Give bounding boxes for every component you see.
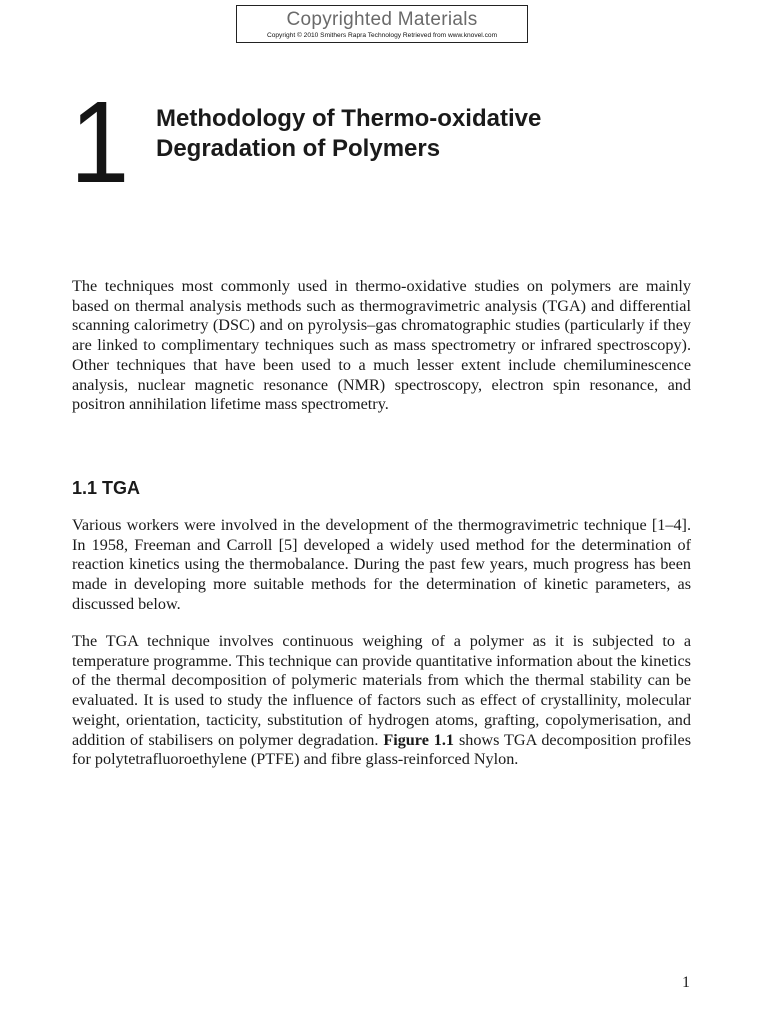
chapter-title: Methodology of Thermo-oxidative Degradation of Polymers: [156, 105, 542, 162]
watermark-title: Copyrighted Materials: [286, 9, 478, 30]
paragraph-2-text-before: The TGA technique involves continuous weighing of a polymer as it is subjected to a temperature programme. This technique can provide quantitative information about the kinetics of the thermal decomposition of polymeric materials from which the thermal stability can be evaluated. It is used to study the influence of factors such as effect of crystallinity, molecular weight, orientation, tacticity, substitution of hydrogen atoms, grafting, copolymerisation, and addition of stabilisers on polymer degradation.: [72, 632, 691, 749]
chapter-number: 1: [70, 77, 130, 207]
page-number: 1: [682, 974, 690, 991]
paragraph-2-text-after: shows TGA decomposition profiles for polytetrafluoroethylene (PTFE) and fibre glass-reinforced Nylon.: [72, 730, 691, 769]
intro-paragraph: The techniques most commonly used in thermo-oxidative studies on polymers are mainly based on thermal analysis methods such as thermogravimetric analysis (TGA) and differential scanning calorimetry (DSC) and on pyrolysis–gas chromatographic studies (particularly if they are linked to complimentary techniques such as mass spectrometry or infrared spectroscopy). Other techniques that have been used to a much lesser extent include chemiluminescence analysis, nuclear magnetic resonance (NMR) spectroscopy, electron spin resonance, and positron annihilation lifetime mass spectrometry.: [72, 277, 691, 414]
copyright-watermark: [236, 5, 528, 43]
section-heading: 1.1 TGA: [72, 478, 141, 498]
figure-reference-link[interactable]: Figure 1.1: [383, 730, 455, 749]
section-paragraph-2: [72, 632, 691, 770]
section-paragraph-1: Various workers were involved in the development of the thermogravimetric technique [1–4]. In 1958, Freeman and Carroll [5] developed a widely used method for the determination of reaction kinetics using the thermobalance. During the past few years, much progress has been made in developing more suitable methods for the determination of kinetic parameters, as discussed below.: [72, 516, 691, 613]
watermark-subtitle: Copyright © 2010 Smithers Rapra Technology Retrieved from www.knovel.com: [266, 32, 498, 39]
